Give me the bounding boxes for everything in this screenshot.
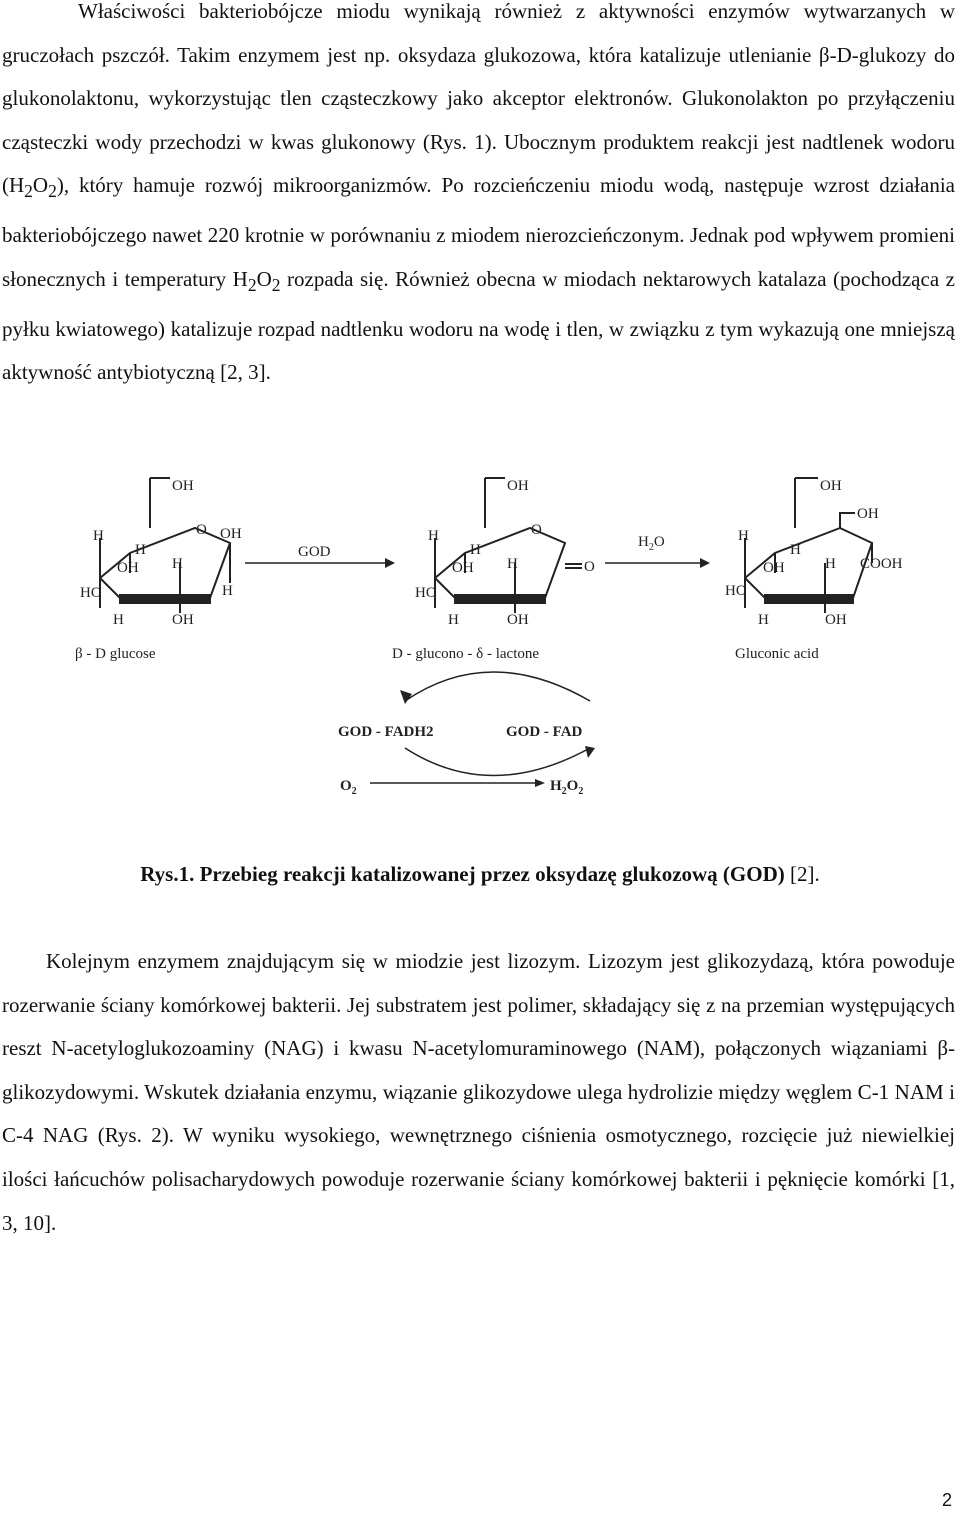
paragraph-lysozyme: Kolejnym enzymem znajdującym się w miodzie jest lizozym. Lizozym jest glikozydazą, która powoduje rozerwanie ściany komórkowej bakterii. Jej substratem jest polimer, składający się z na przemian występujących reszt N-acetyloglukozoaminy (NAG) i kwasu N-acetylomuraminowego (NAM), połączonych wiązaniami β-glikozydowymi. Wskutek działania enzymu, wiązanie glikozydowe ulega hydrolizie między węglem C-1 NAM i C-4 NAG (Rys. 2). W wyniku wysokiego, wewnętrznego ciśnienia osmotycznego, rozcięcie już niewielkiej ilości łańcuchów polisacharydowych powoduje rozerwanie ściany komórkowej bakterii i pęknięcie komórki [1, 3, 10]. [2, 949, 955, 1235]
atom-label: HO [80, 585, 102, 601]
atom-label: OH [825, 612, 847, 628]
atom-label: H [738, 528, 749, 544]
reaction-figure [60, 468, 940, 818]
atom-label: OH [507, 478, 529, 494]
atom-label: H [758, 612, 769, 628]
cycle-arc-top [405, 672, 590, 701]
atom-label: H [135, 542, 146, 558]
cofactor-right: GOD - FAD [506, 724, 583, 740]
atom-label: HO [415, 585, 437, 601]
atom-label: OH [857, 506, 879, 522]
molecule-name: β - D glucose [75, 646, 156, 662]
atom-label: O [196, 522, 207, 538]
atom-label: OH [220, 526, 242, 542]
arrowhead [535, 779, 545, 787]
atom-label: H [222, 583, 233, 599]
atom-label: O [531, 522, 542, 538]
oxygen-label: $O_2$ [340, 778, 357, 797]
atom-label: OH [172, 478, 194, 494]
atom-label: H [448, 612, 459, 628]
paragraph-honey-enzymes: Właściwości bakteriobójcze miodu wynikają również z aktywności enzymów wytwarzanych w gruczołach pszczół. Takim enzymem jest np. oksydaza glukozowa, która katalizuje utlenianie β-D-glukozy do glukonolaktonu, wykorzystując tlen cząsteczkowy jako akceptor elektronów. Glukonolakton po przyłączeniu cząsteczki wody przechodzi w kwas glukonowy (Rys. 1). Ubocznym produktem reakcji jest nadtlenek wodoru $(H_2O_2)$, który hamuje rozwój mikroorganizmów. Po rozcieńczeniu miodu wodą, następuje wzrost działania bakteriobójczego nawet 220 krotnie w porównaniu z miodem nierozcieńczonym. Jednak pod wpływem promieni słonecznych i temperatury $H_2O_2$ rozpada się. Również obecna w miodach nektarowych katalaza (pochodząca z pyłku kwiatowego) katalizuje rozpad nadtlenku wodoru na wodę i tlen, w związku z tym wykazują one mniejszą aktywność antybiotyczną [2, 3]. [2, 0, 955, 385]
atom-label: HO [725, 583, 747, 599]
atom-label: OH [452, 560, 474, 576]
page-number: 2 [941, 1490, 952, 1510]
gluconic-acid-structure [745, 478, 872, 613]
atom-label: H [428, 528, 439, 544]
atom-label: O [584, 559, 595, 575]
atom-label: H [172, 556, 183, 572]
peroxide-label: $H_2O_2$ [550, 778, 584, 797]
atom-label: OH [117, 560, 139, 576]
molecule-name: Gluconic acid [735, 646, 819, 662]
atom-label: H [825, 556, 836, 572]
atom-label: H [470, 542, 481, 558]
enzyme-label: GOD [298, 544, 331, 560]
atom-label: OH [172, 612, 194, 628]
arrowhead [700, 558, 710, 568]
atom-label: OH [507, 612, 529, 628]
glucose-structure [100, 478, 230, 613]
atom-label: COOH [860, 556, 903, 572]
atom-label: H [93, 528, 104, 544]
cofactor-left: GOD - FADH2 [338, 724, 434, 740]
molecule-name: D - glucono - δ - lactone [392, 646, 540, 662]
arrowhead [385, 558, 395, 568]
atom-label: H [790, 542, 801, 558]
cycle-arc-bottom [405, 748, 590, 776]
atom-label: H [507, 556, 518, 572]
water-label: $H_2O$ [638, 534, 665, 553]
atom-label: OH [820, 478, 842, 494]
atom-label: OH [763, 560, 785, 576]
figure-caption: Rys.1. Przebieg reakcji katalizowanej przez oksydazę glukozową (GOD) [2]. [140, 862, 820, 886]
lactone-structure [435, 478, 582, 613]
atom-label: H [113, 612, 124, 628]
arrowhead [585, 746, 595, 758]
